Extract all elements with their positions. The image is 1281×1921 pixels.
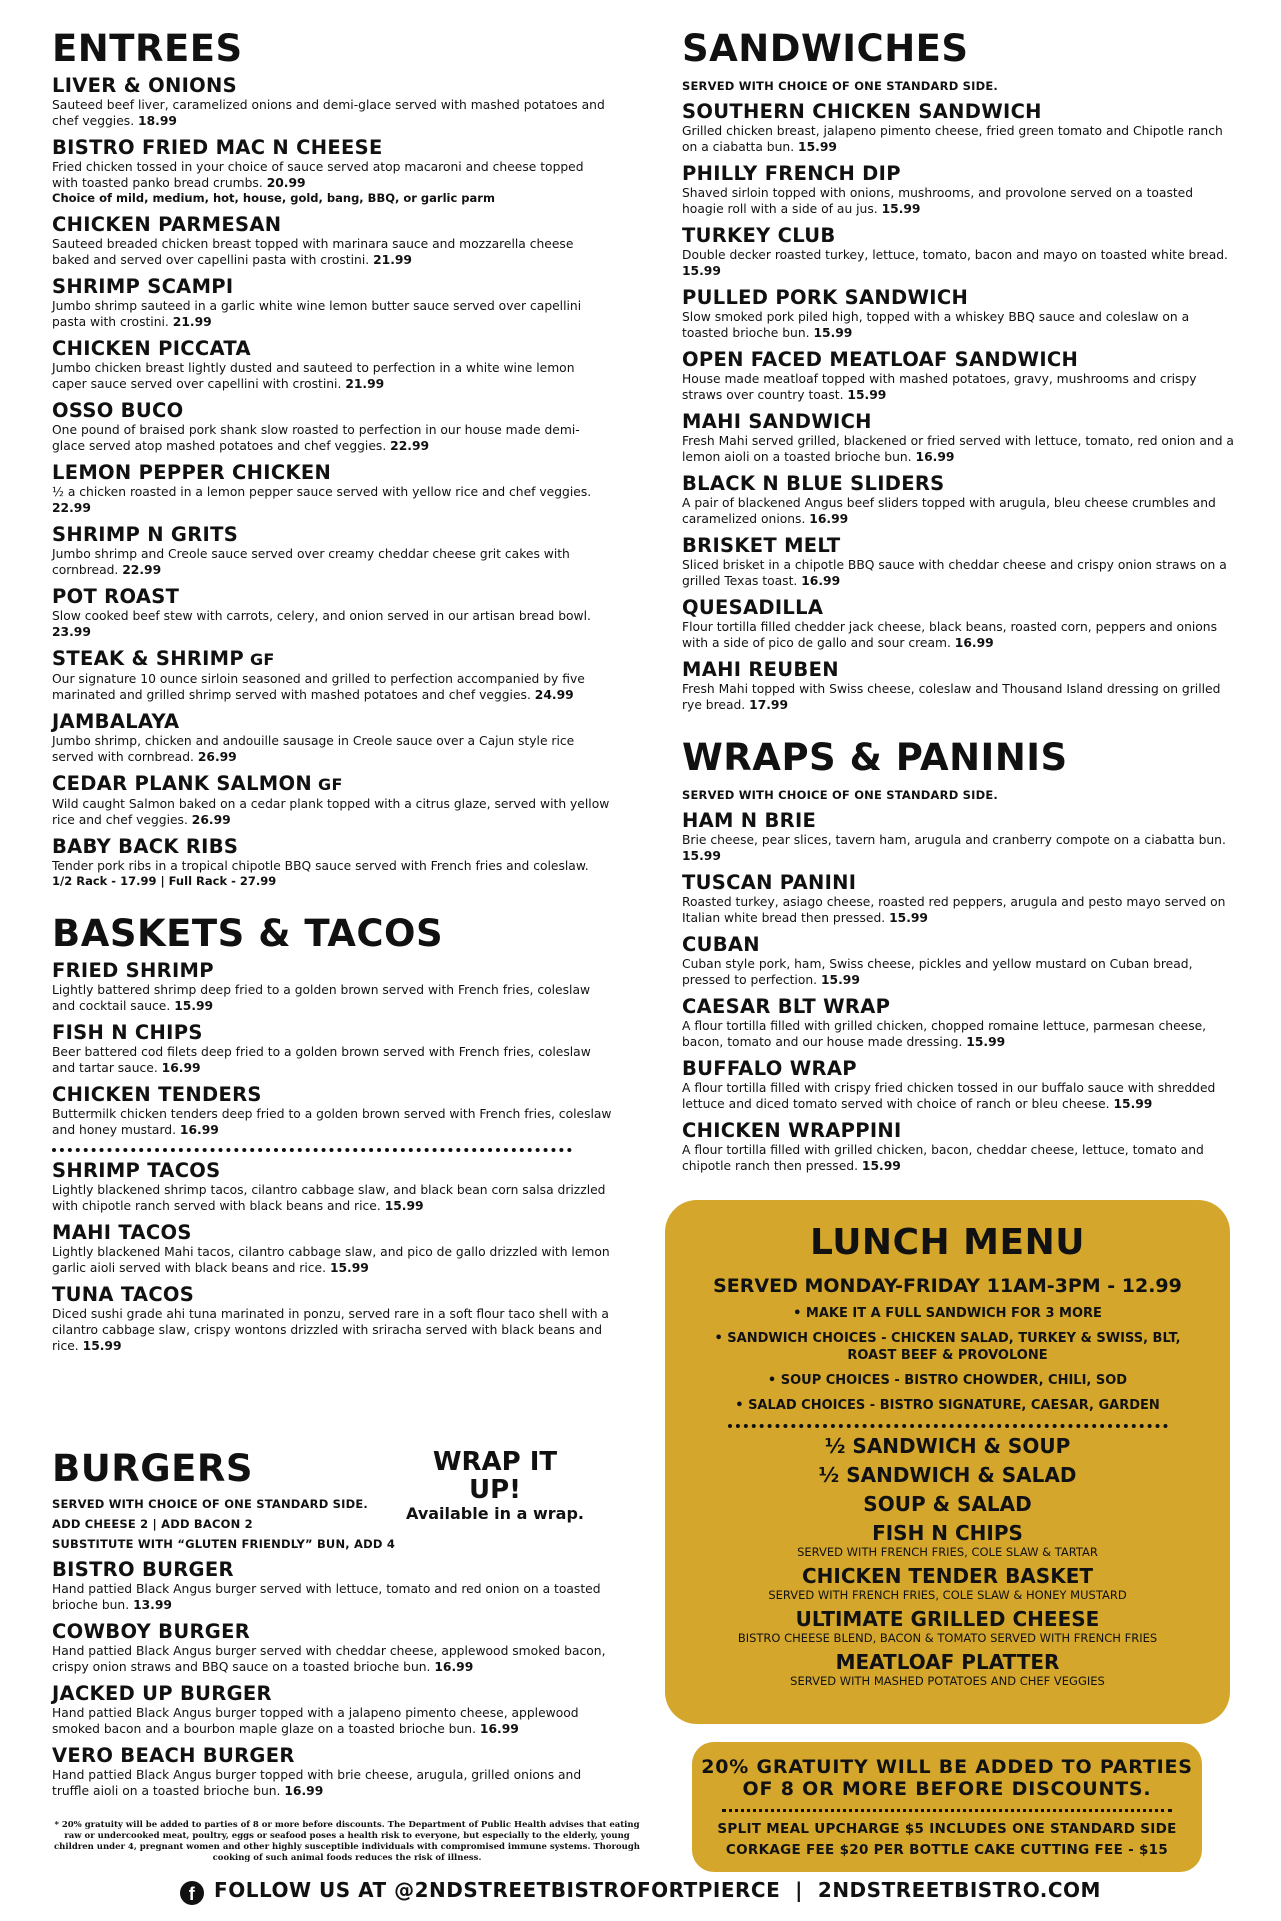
menu-item-price: 15.99	[329, 1261, 369, 1275]
menu-item-price: 22.99	[390, 439, 430, 453]
menu-item-price: 15.99	[813, 326, 853, 340]
menu-item-description	[52, 360, 612, 392]
menu-item-price: 15.99	[820, 973, 860, 987]
menu-item-price: 15.99	[861, 1159, 901, 1173]
menu-item-description	[52, 159, 612, 191]
menu-item-price: 21.99	[345, 377, 385, 391]
menu-item-title: BISTRO FRIED MAC N CHEESE	[52, 136, 383, 159]
menu-item-description	[682, 956, 1237, 988]
footer	[0, 1878, 1281, 1905]
lunch-combo-name: CHICKEN TENDER BASKET	[802, 1564, 1093, 1588]
menu-item	[52, 711, 612, 765]
menu-item-desc-text: Fresh Mahi served grilled, blackened or fried served with lettuce, tomato, red onion and a lemon aioli on a toasted brioche bun.	[682, 434, 1234, 464]
menu-item-title: CHICKEN PICCATA	[52, 337, 251, 360]
menu-item-title: BISTRO BURGER	[52, 1558, 234, 1581]
menu-item	[682, 535, 1237, 589]
lunch-combo-name: MEATLOAF PLATTER	[835, 1650, 1060, 1674]
menu-item-name	[52, 1559, 612, 1581]
menu-item-desc-text: Lightly battered shrimp deep fried to a golden brown served with French fries, coleslaw and cocktail sauce.	[52, 983, 591, 1013]
menu-item	[52, 960, 612, 1014]
lunch-combo-note: SERVED WITH FRENCH FRIES, COLE SLAW & HONEY MUSTARD	[768, 1588, 1127, 1602]
menu-item-desc-text: Shaved sirloin topped with onions, mushrooms, and provolone served on a toasted hoagie roll with a side of au jus.	[682, 186, 1194, 216]
menu-item-description	[682, 185, 1237, 217]
menu-item-title: CEDAR PLANK SALMON	[52, 772, 313, 795]
menu-item-desc-text: Our signature 10 ounce sirloin seasoned and grilled to perfection accompanied by five marinated and grilled shrimp served with mashed potatoes and chef veggies.	[52, 672, 585, 702]
gratuity-line-1: 20% GRATUITY WILL BE ADDED TO PARTIES	[701, 1756, 1193, 1778]
menu-item-name	[682, 659, 1237, 681]
tacos-list	[52, 1160, 612, 1354]
divider	[52, 1148, 572, 1152]
lunch-bullet: • MAKE IT A FULL SANDWICH FOR 3 MORE	[793, 1306, 1102, 1321]
menu-item	[52, 1559, 612, 1613]
menu-item	[682, 473, 1237, 527]
menu-item-name	[52, 75, 612, 97]
menu-item-desc-text: Hand pattied Black Angus burger topped with a jalapeno pimento cheese, applewood smoked bacon and a bourbon maple glaze on a toasted brioche bun.	[52, 1706, 579, 1736]
menu-item	[52, 1745, 612, 1799]
menu-item-price: 15.99	[966, 1035, 1006, 1049]
menu-item-description	[52, 236, 612, 268]
gratuity-divider	[722, 1809, 1172, 1812]
menu-item-title: LEMON PEPPER CHICKEN	[52, 461, 332, 484]
menu-item-desc-text: Buttermilk chicken tenders deep fried to a golden brown served with French fries, coleslaw and honey mustard.	[52, 1107, 612, 1137]
menu-item-name	[52, 338, 612, 360]
lunch-combos	[665, 1434, 1230, 1688]
menu-item	[682, 1120, 1237, 1174]
menu-item-desc-text: A flour tortilla filled with grilled chicken, bacon, cheddar cheese, lettuce, tomato and chipotle ranch then pressed.	[682, 1143, 1204, 1173]
menu-item	[52, 773, 612, 828]
menu-item-price: 15.99	[384, 1199, 424, 1213]
menu-item	[52, 1284, 612, 1354]
menu-item-name	[682, 411, 1237, 433]
menu-item-title: POT ROAST	[52, 585, 180, 608]
menu-item-price: 15.99	[682, 264, 721, 278]
menu-item-title: SOUTHERN CHICKEN SANDWICH	[682, 100, 1042, 123]
menu-item-name	[52, 1160, 612, 1182]
menu-item-title: SHRIMP TACOS	[52, 1159, 221, 1182]
facebook-icon[interactable]: f	[180, 1881, 204, 1905]
menu-item-description	[52, 1705, 612, 1737]
menu-item-description	[52, 796, 612, 828]
menu-item	[682, 872, 1237, 926]
menu-item-title: LIVER & ONIONS	[52, 74, 237, 97]
menu-item-desc-text: Sliced brisket in a chipotle BBQ sauce with cheddar cheese and crispy onion straws on a grilled Texas toast.	[682, 558, 1227, 588]
menu-item-price: 26.99	[197, 750, 237, 764]
split-meal-note: SPLIT MEAL UPCHARGE $5 INCLUDES ONE STANDARD SIDE	[717, 1821, 1177, 1837]
menu-item-title: MAHI SANDWICH	[682, 410, 872, 433]
menu-item	[682, 996, 1237, 1050]
menu-item-title: HAM N BRIE	[682, 809, 817, 832]
wraps-title: WRAPS & PANINIS	[682, 736, 1068, 779]
menu-item	[682, 1058, 1237, 1112]
baskets-title: BASKETS & TACOS	[52, 912, 444, 955]
menu-item-name	[682, 1058, 1237, 1080]
lunch-sub: SERVED MONDAY-FRIDAY 11AM-3PM - 12.99	[713, 1275, 1182, 1297]
menu-item-price: 15.99	[174, 999, 214, 1013]
menu-item-name	[52, 214, 612, 236]
menu-item	[52, 338, 612, 392]
menu-item	[52, 400, 612, 454]
menu-item-title: STEAK & SHRIMP	[52, 647, 244, 670]
menu-item-title: SHRIMP SCAMPI	[52, 275, 234, 298]
menu-item-title: BUFFALO WRAP	[682, 1057, 857, 1080]
menu-item-description	[52, 1643, 612, 1675]
menu-item-name	[52, 1683, 612, 1705]
menu-item	[52, 75, 612, 129]
gratuity-line-2: OF 8 OR MORE BEFORE DISCOUNTS.	[742, 1778, 1152, 1800]
menu-item-title: FISH N CHIPS	[52, 1021, 203, 1044]
menu-item-desc-text: Jumbo shrimp and Creole sauce served over creamy cheddar cheese grit cakes with cornbread.	[52, 547, 570, 577]
menu-item	[52, 1621, 612, 1675]
lunch-divider	[728, 1424, 1168, 1428]
menu-item	[682, 349, 1237, 403]
gratuity-box	[692, 1742, 1202, 1872]
menu-item-price: 16.99	[284, 1784, 324, 1798]
lunch-bullet: • SANDWICH CHOICES - CHICKEN SALAD, TURKEY & SWISS, BLT, ROAST BEEF & PROVOLONE	[714, 1331, 1181, 1363]
menu-item-description	[682, 309, 1237, 341]
menu-item-title: BABY BACK RIBS	[52, 835, 239, 858]
wrap-it-up-title: WRAP IT UP!	[432, 1447, 558, 1505]
menu-item	[682, 101, 1237, 155]
menu-item-name	[682, 349, 1237, 371]
menu-item-desc-text: Hand pattied Black Angus burger topped with brie cheese, arugula, grilled onions and truffle aioli on a toasted brioche bun.	[52, 1768, 582, 1798]
entrees-title: ENTREES	[52, 27, 243, 70]
menu-item	[52, 214, 612, 268]
menu-item-title: TURKEY CLUB	[682, 224, 836, 247]
burgers-note-1: SERVED WITH CHOICE OF ONE STANDARD SIDE.	[52, 1497, 368, 1511]
menu-item-description	[52, 546, 612, 578]
menu-item-description	[52, 1581, 612, 1613]
menu-item	[682, 411, 1237, 465]
menu-item-name	[682, 163, 1237, 185]
menu-item-desc-text: Jumbo chicken breast lightly dusted and sauteed to perfection in a white wine lemon caper sauce served over capellini with crostini.	[52, 361, 575, 391]
menu-item-title: BRISKET MELT	[682, 534, 841, 557]
right-column	[682, 27, 1237, 1174]
menu-item-description	[682, 894, 1237, 926]
menu-item-description	[52, 298, 612, 330]
menu-item-name	[682, 996, 1237, 1018]
menu-item-name	[52, 1284, 612, 1306]
menu-item-description	[682, 123, 1237, 155]
menu-item-price: 16.99	[161, 1061, 201, 1075]
lunch-combo-name: FISH N CHIPS	[872, 1521, 1023, 1545]
burgers-note-3: SUBSTITUTE WITH “GLUTEN FRIENDLY” BUN, ADD 4	[52, 1537, 396, 1551]
menu-item-price: 23.99	[52, 625, 91, 639]
lunch-combo-name: ½ SANDWICH & SALAD	[818, 1463, 1077, 1487]
menu-item-name	[682, 535, 1237, 557]
menu-item-name	[52, 524, 612, 546]
burgers-title: BURGERS	[52, 1447, 254, 1490]
lunch-bullets	[665, 1305, 1230, 1414]
menu-item-price: 16.99	[179, 1123, 219, 1137]
menu-item-desc-text: Jumbo shrimp, chicken and andouille sausage in Creole sauce over a Cajun style rice served with cornbread.	[52, 734, 575, 764]
menu-item-name	[682, 225, 1237, 247]
menu-item-price: 16.99	[954, 636, 994, 650]
menu-item-desc-text: ½ a chicken roasted in a lemon pepper sauce served with yellow rice and chef veggies.	[52, 485, 592, 499]
menu-item-name	[682, 872, 1237, 894]
menu-item-desc-text: Wild caught Salmon baked on a cedar plank topped with a citrus glaze, served with yellow rice and chef veggies.	[52, 797, 610, 827]
menu-item-description	[52, 608, 612, 640]
menu-item-description	[682, 247, 1237, 279]
menu-item-name	[682, 287, 1237, 309]
menu-item-name	[52, 960, 612, 982]
menu-item-desc-text: Diced sushi grade ahi tuna marinated in ponzu, served rare in a soft flour taco shell with a cilantro cabbage slaw, crispy wontons drizzled with sriracha served with black beans and rice.	[52, 1307, 609, 1353]
menu-item-title: BLACK N BLUE SLIDERS	[682, 472, 945, 495]
menu-item-description	[52, 1767, 612, 1799]
menu-item-description	[52, 1182, 612, 1214]
lunch-bullet: • SALAD CHOICES - BISTRO SIGNATURE, CAESAR, GARDEN	[735, 1398, 1160, 1413]
menu-item-description	[52, 982, 612, 1014]
menu-item-name	[52, 137, 612, 159]
menu-item	[682, 163, 1237, 217]
menu-item-name	[682, 810, 1237, 832]
menu-item	[52, 836, 612, 889]
gluten-free-badge: GF	[249, 650, 275, 669]
gluten-free-badge: GF	[318, 775, 343, 794]
menu-item-desc-text: Jumbo shrimp sauteed in a garlic white wine lemon butter sauce served over capellini pasta with crostini.	[52, 299, 582, 329]
menu-item-price: 20.99	[266, 176, 306, 190]
sandwiches-list	[682, 101, 1237, 713]
menu-item-name	[52, 1745, 612, 1767]
menu-item-name	[52, 462, 612, 484]
menu-item-name	[52, 400, 612, 422]
menu-item-description	[52, 97, 612, 129]
menu-item-name	[52, 1621, 612, 1643]
menu-item-desc-text: Beer battered cod filets deep fried to a golden brown served with French fries, coleslaw and tartar sauce.	[52, 1045, 591, 1075]
menu-item-price: 18.99	[138, 114, 177, 128]
lunch-bullet: • SOUP CHOICES - BISTRO CHOWDER, CHILI, SOD	[767, 1373, 1128, 1388]
menu-item-title: MAHI REUBEN	[682, 658, 839, 681]
menu-item-desc-text: Tender pork ribs in a tropical chipotle BBQ sauce served with French fries and coleslaw.	[52, 859, 589, 873]
menu-item-description	[682, 1018, 1237, 1050]
menu-item-desc-text: A flour tortilla filled with crispy fried chicken tossed in our buffalo sauce with shredded lettuce and diced tomato served with choice of ranch or bleu cheese.	[682, 1081, 1216, 1111]
menu-item-name	[52, 1222, 612, 1244]
menu-item	[52, 1084, 612, 1138]
menu-item-name	[682, 473, 1237, 495]
menu-item-title: CHICKEN WRAPPINI	[682, 1119, 902, 1142]
menu-item-price: 26.99	[191, 813, 231, 827]
burgers-note-2: ADD CHEESE 2 | ADD BACON 2	[52, 1517, 253, 1531]
menu-item	[682, 659, 1237, 713]
menu-item-desc-text: One pound of braised pork shank slow roasted to perfection in our house made demi-glace served atop mashed potatoes and chef veggies.	[52, 423, 580, 453]
menu-item-price: 15.99	[847, 388, 887, 402]
menu-item-price: 15.99	[798, 140, 837, 154]
lunch-combo-note: SERVED WITH FRENCH FRIES, COLE SLAW & TARTAR	[797, 1545, 1098, 1559]
wrap-it-up-sub: Available in a wrap.	[406, 1504, 584, 1523]
menu-item-price: 21.99	[172, 315, 212, 329]
menu-item-name	[682, 101, 1237, 123]
menu-item-description	[52, 671, 612, 703]
menu-item-name	[52, 1084, 612, 1106]
menu-item-price: 24.99	[534, 688, 574, 702]
footer-text[interactable]: FOLLOW US AT @2NDSTREETBISTROFORTPIERCE | 2NDSTREETBISTRO.COM	[214, 1878, 1101, 1902]
menu-item-price: 15.99	[1113, 1097, 1153, 1111]
menu-item-title: PULLED PORK SANDWICH	[682, 286, 969, 309]
menu-item-price: 16.99	[801, 574, 841, 588]
menu-item	[52, 1683, 612, 1737]
corkage-note: CORKAGE FEE $20 PER BOTTLE CAKE CUTTING FEE - $15	[725, 1842, 1169, 1858]
menu-item-name	[52, 711, 612, 733]
lunch-combo-name: ULTIMATE GRILLED CHEESE	[795, 1607, 1100, 1631]
menu-item-name	[52, 1022, 612, 1044]
menu-item-note: Choice of mild, medium, hot, house, gold, bang, BBQ, or garlic parm	[52, 191, 495, 205]
health-disclaimer: * 20% gratuity will be added to parties of 8 or more before discounts. The Department of Public Health advises that eating raw or undercooked meat, poultry, eggs or seafood poses a health risk to everyone, but especially to the elderly, young children under 4, pregnant women and other highly susceptible individuals with compromised immune systems. Thorough cooking of such animal foods reduces the risk of illness.	[54, 1820, 640, 1863]
menu-item-desc-text: Fried chicken tossed in your choice of sauce served atop macaroni and cheese topped with toasted panko bread crumbs.	[52, 160, 584, 190]
menu-item-desc-text: Sauteed beef liver, caramelized onions and demi-glace served with mashed potatoes and chef veggies.	[52, 98, 605, 128]
menu-item-desc-text: Grilled chicken breast, jalapeno pimento cheese, fried green tomato and Chipotle ranch on a ciabatta bun.	[682, 124, 1223, 154]
menu-item-name	[52, 276, 612, 298]
menu-item-price: 15.99	[682, 849, 721, 863]
lunch-title: LUNCH MENU	[810, 1222, 1085, 1263]
menu-item-desc-text: Hand pattied Black Angus burger served with lettuce, tomato and red onion on a toasted brioche bun.	[52, 1582, 601, 1612]
menu-item-price: 15.99	[82, 1339, 122, 1353]
wraps-sub: SERVED WITH CHOICE OF ONE STANDARD SIDE.	[682, 788, 998, 802]
burgers-list	[52, 1559, 612, 1799]
menu-item-title: VERO BEACH BURGER	[52, 1744, 295, 1767]
menu-item-price: 22.99	[52, 501, 91, 515]
menu-item-desc-text: Lightly blackened shrimp tacos, cilantro cabbage slaw, and black bean corn salsa drizzled with chipotle ranch served with black beans and rice.	[52, 1183, 606, 1213]
menu-item-price: 16.99	[479, 1722, 519, 1736]
menu-item-desc-text: Brie cheese, pear slices, tavern ham, arugula and cranberry compote on a ciabatta bun.	[682, 833, 1226, 847]
menu-item-price: 13.99	[133, 1598, 172, 1612]
menu-item	[52, 276, 612, 330]
menu-item-desc-text: Fresh Mahi topped with Swiss cheese, coleslaw and Thousand Island dressing on grilled rye bread.	[682, 682, 1221, 712]
menu-item-description	[682, 619, 1237, 651]
menu-item-name	[52, 773, 612, 796]
menu-item-desc-text: Double decker roasted turkey, lettuce, tomato, bacon and mayo on toasted white bread.	[682, 248, 1228, 262]
menu-item-title: MAHI TACOS	[52, 1221, 192, 1244]
menu-item-title: CAESAR BLT WRAP	[682, 995, 891, 1018]
menu-item-title: OSSO BUCO	[52, 399, 184, 422]
menu-item-title: OPEN FACED MEATLOAF SANDWICH	[682, 348, 1079, 371]
menu-item-desc-text: Flour tortilla filled chedder jack cheese, black beans, roasted corn, peppers and onions with a side of pico de gallo and sour cream.	[682, 620, 1218, 650]
menu-item-price: 22.99	[122, 563, 162, 577]
sandwiches-sub: SERVED WITH CHOICE OF ONE STANDARD SIDE.	[682, 79, 998, 93]
menu-item-description	[682, 832, 1237, 864]
menu-item-description	[682, 1080, 1237, 1112]
menu-item	[682, 225, 1237, 279]
menu-item-title: FRIED SHRIMP	[52, 959, 214, 982]
menu-item	[682, 934, 1237, 988]
menu-item-name	[52, 586, 612, 608]
entrees-list	[52, 75, 612, 889]
menu-item-description	[682, 1142, 1237, 1174]
menu-item	[52, 462, 612, 516]
menu-item-price: 17.99	[749, 698, 789, 712]
menu-item-price: 16.99	[434, 1660, 474, 1674]
menu-item	[52, 586, 612, 640]
menu-item-price: 21.99	[373, 253, 412, 267]
menu-item-note: 1/2 Rack - 17.99 | Full Rack - 27.99	[52, 874, 277, 888]
menu-item-description	[682, 681, 1237, 713]
menu-item	[682, 810, 1237, 864]
menu-item-title: CHICKEN TENDERS	[52, 1083, 262, 1106]
menu-item-name	[682, 1120, 1237, 1142]
lunch-combo-name: ½ SANDWICH & SOUP	[824, 1434, 1071, 1458]
menu-item-desc-text: Lightly blackened Mahi tacos, cilantro cabbage slaw, and pico de gallo drizzled with lemon garlic aioli served with black beans and rice.	[52, 1245, 610, 1275]
wraps-list	[682, 810, 1237, 1174]
menu-item	[52, 1022, 612, 1076]
menu-item-description	[52, 422, 612, 454]
menu-item-price: 15.99	[889, 911, 928, 925]
menu-item-description	[52, 484, 612, 516]
menu-item	[682, 287, 1237, 341]
menu-item-description	[52, 1044, 612, 1076]
menu-item-description	[52, 1244, 612, 1276]
lunch-combo-note: BISTRO CHEESE BLEND, BACON & TOMATO SERVED WITH FRENCH FRIES	[737, 1631, 1158, 1645]
menu-item-title: TUNA TACOS	[52, 1283, 195, 1306]
menu-item-title: PHILLY FRENCH DIP	[682, 162, 901, 185]
menu-item-title: QUESADILLA	[682, 596, 824, 619]
menu-item-name	[682, 597, 1237, 619]
menu-item-desc-text: Roasted turkey, asiago cheese, roasted red peppers, arugula and pesto mayo served on Italian white bread then pressed.	[682, 895, 1226, 925]
menu-item-title: CUBAN	[682, 933, 760, 956]
menu-item-price: 16.99	[809, 512, 849, 526]
menu-item	[682, 597, 1237, 651]
menu-item-name	[52, 648, 612, 671]
menu-item-desc-text: A flour tortilla filled with grilled chicken, chopped romaine lettuce, parmesan cheese, bacon, tomato and our house made dressing.	[682, 1019, 1207, 1049]
menu-item-price: 16.99	[915, 450, 955, 464]
menu-item-name	[682, 934, 1237, 956]
lunch-combo-name: SOUP & SALAD	[863, 1492, 1032, 1516]
menu-item-description	[52, 733, 612, 765]
menu-item	[52, 1160, 612, 1214]
wrap-it-up-callout	[405, 1448, 585, 1523]
menu-item	[52, 524, 612, 578]
menu-item-desc-text: Slow cooked beef stew with carrots, celery, and onion served in our artisan bread bowl.	[52, 609, 591, 623]
menu-item-description	[682, 495, 1237, 527]
menu-item	[52, 1222, 612, 1276]
menu-item-description	[52, 1106, 612, 1138]
lunch-menu-box	[665, 1200, 1230, 1724]
menu-item-title: TUSCAN PANINI	[682, 871, 857, 894]
menu-item-desc-text: Cuban style pork, ham, Swiss cheese, pickles and yellow mustard on Cuban bread, pressed to perfection.	[682, 957, 1193, 987]
menu-item-description	[682, 371, 1237, 403]
sandwiches-title: SANDWICHES	[682, 27, 969, 70]
menu-item-name	[52, 836, 612, 858]
menu-item-desc-text: Sauteed breaded chicken breast topped with marinara sauce and mozzarella cheese baked and served over capellini pasta with crostini.	[52, 237, 574, 267]
lunch-combo-note: SERVED WITH MASHED POTATOES AND CHEF VEGGIES	[790, 1674, 1105, 1688]
menu-item-description	[52, 1306, 612, 1354]
menu-item-title: SHRIMP N GRITS	[52, 523, 239, 546]
menu-item-price: 15.99	[881, 202, 921, 216]
menu-item	[52, 137, 612, 206]
menu-item-title: JAMBALAYA	[52, 710, 180, 733]
menu-item-desc-text: House made meatloaf topped with mashed potatoes, gravy, mushrooms and crispy straws over country toast.	[682, 372, 1197, 402]
menu-item-title: CHICKEN PARMESAN	[52, 213, 282, 236]
menu-item-desc-text: A pair of blackened Angus beef sliders topped with arugula, bleu cheese crumbles and caramelized onions.	[682, 496, 1216, 526]
menu-item-title: JACKED UP BURGER	[52, 1682, 272, 1705]
menu-item	[52, 648, 612, 703]
menu-item-desc-text: Hand pattied Black Angus burger served with cheddar cheese, applewood smoked bacon, crispy onion straws and BBQ sauce on a toasted brioche bun.	[52, 1644, 606, 1674]
menu-item-title: COWBOY BURGER	[52, 1620, 251, 1643]
menu-item-description	[682, 557, 1237, 589]
menu-item-description	[52, 858, 612, 874]
menu-item-description	[682, 433, 1237, 465]
left-column	[52, 27, 612, 1354]
menu-item-desc-text: Slow smoked pork piled high, topped with a whiskey BBQ sauce and coleslaw on a toasted brioche bun.	[682, 310, 1190, 340]
baskets-list	[52, 960, 612, 1138]
